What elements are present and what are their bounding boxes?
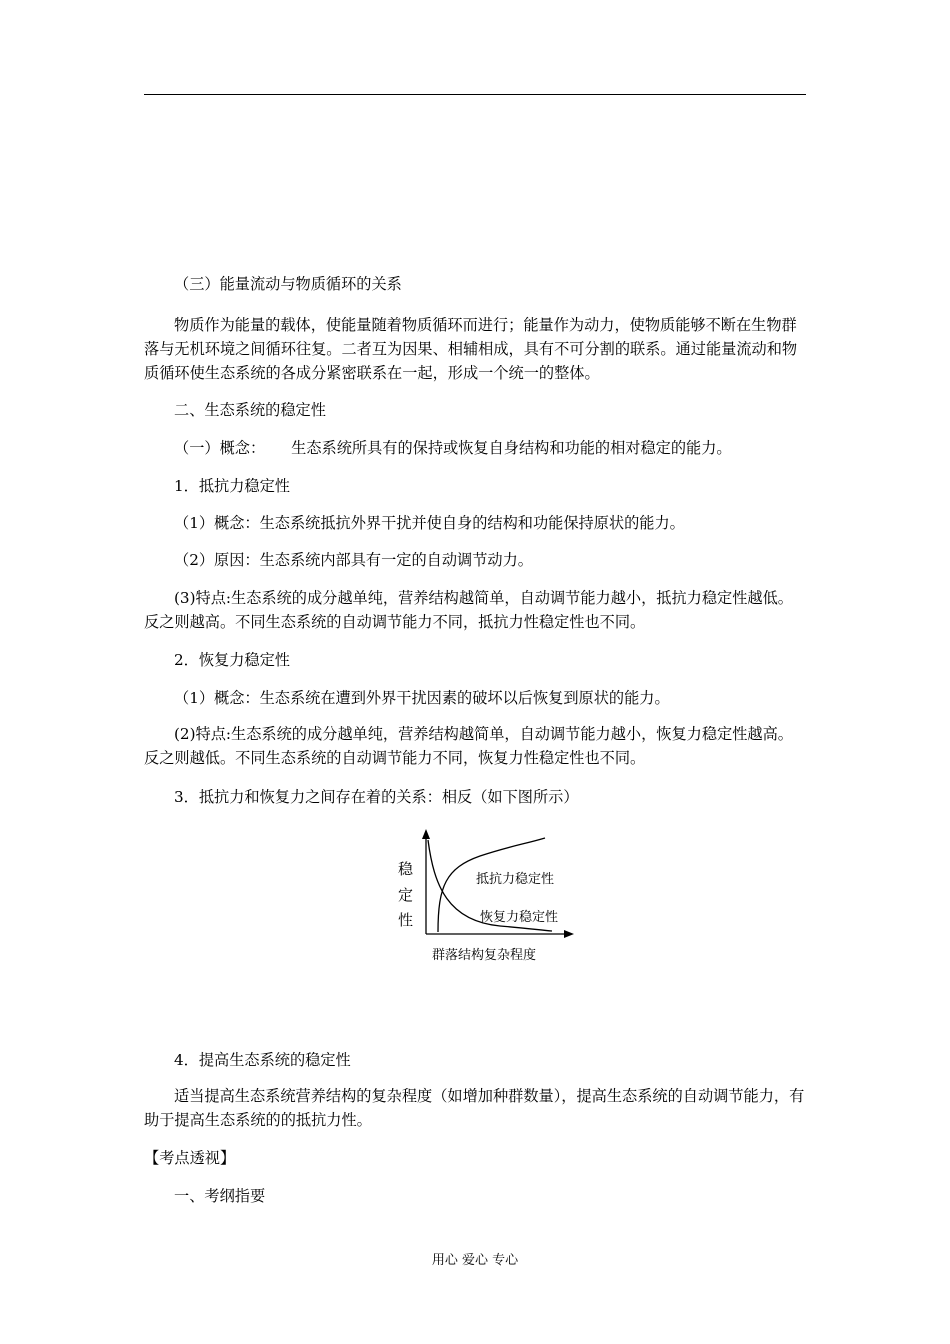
x-axis-label: 群落结构复杂程度 <box>432 948 537 963</box>
paragraph-energy-matter: 物质作为能量的载体，使能量随着物质循环而进行；能量作为动力，使物质能够不断在生物群落与无机环境之间循环往复。二者互为因果、相辅相成，具有不可分割的联系。通过能量流动和物质循环使生态系统的各成分紧密联系在一起，形成一个统一的整体。 <box>144 316 798 382</box>
stability-figure <box>390 826 580 966</box>
heading-improve: 4．提高生态系统的稳定性 <box>174 1051 351 1069</box>
resistance-curve-label: 抵抗力稳定性 <box>476 872 555 887</box>
heading-outline: 一、考纲指要 <box>174 1187 266 1205</box>
concept-label: （一）概念： <box>174 439 266 457</box>
y-axis-label-1: 稳 <box>398 860 414 878</box>
paragraph-improve: 适当提高生态系统营养结构的复杂程度（如增加种群数量），提高生态系统的自动调节能力，有助于提高生态系统的的抵抗力性。 <box>144 1087 805 1129</box>
page-footer: 用心 爱心 专心 <box>431 1253 519 1268</box>
heading-energy-matter: （三）能量流动与物质循环的关系 <box>174 275 402 293</box>
resistance-cause: （2）原因：生态系统内部具有一定的自动调节动力。 <box>174 551 533 569</box>
y-axis-label-2: 定 <box>398 886 414 904</box>
resistance-concept: （1）概念：生态系统抵抗外界干扰并使自身的结构和功能保持原状的能力。 <box>174 514 685 532</box>
heading-stability: 二、生态系统的稳定性 <box>174 401 326 419</box>
y-axis-label-3: 性 <box>398 911 414 929</box>
header-rule <box>144 94 806 95</box>
heading-resistance: 1．抵抗力稳定性 <box>174 477 290 495</box>
recovery-curve-label: 恢复力稳定性 <box>480 910 559 925</box>
recovery-feature: (2)特点:生态系统的成分越单纯，营养结构越简单，自动调节能力越小，恢复力稳定性越高。反之则越低。不同生态系统的自动调节能力不同，恢复力性稳定性也不同。 <box>144 725 793 767</box>
recovery-concept: （1）概念：生态系统在遭到外界干扰因素的破坏以后恢复到原状的能力。 <box>174 689 670 707</box>
heading-exam-focus: 【考点透视】 <box>144 1149 236 1167</box>
concept-text: 生态系统所具有的保持或恢复自身结构和功能的相对稳定的能力。 <box>291 439 732 457</box>
heading-recovery: 2．恢复力稳定性 <box>174 651 290 669</box>
resistance-feature: (3)特点:生态系统的成分越单纯，营养结构越简单，自动调节能力越小，抵抗力稳定性越低。反之则越高。不同生态系统的自动调节能力不同，抵抗力性稳定性也不同。 <box>144 589 793 631</box>
heading-relation: 3．抵抗力和恢复力之间存在着的关系：相反（如下图所示） <box>174 788 579 806</box>
concept-line <box>144 436 806 460</box>
